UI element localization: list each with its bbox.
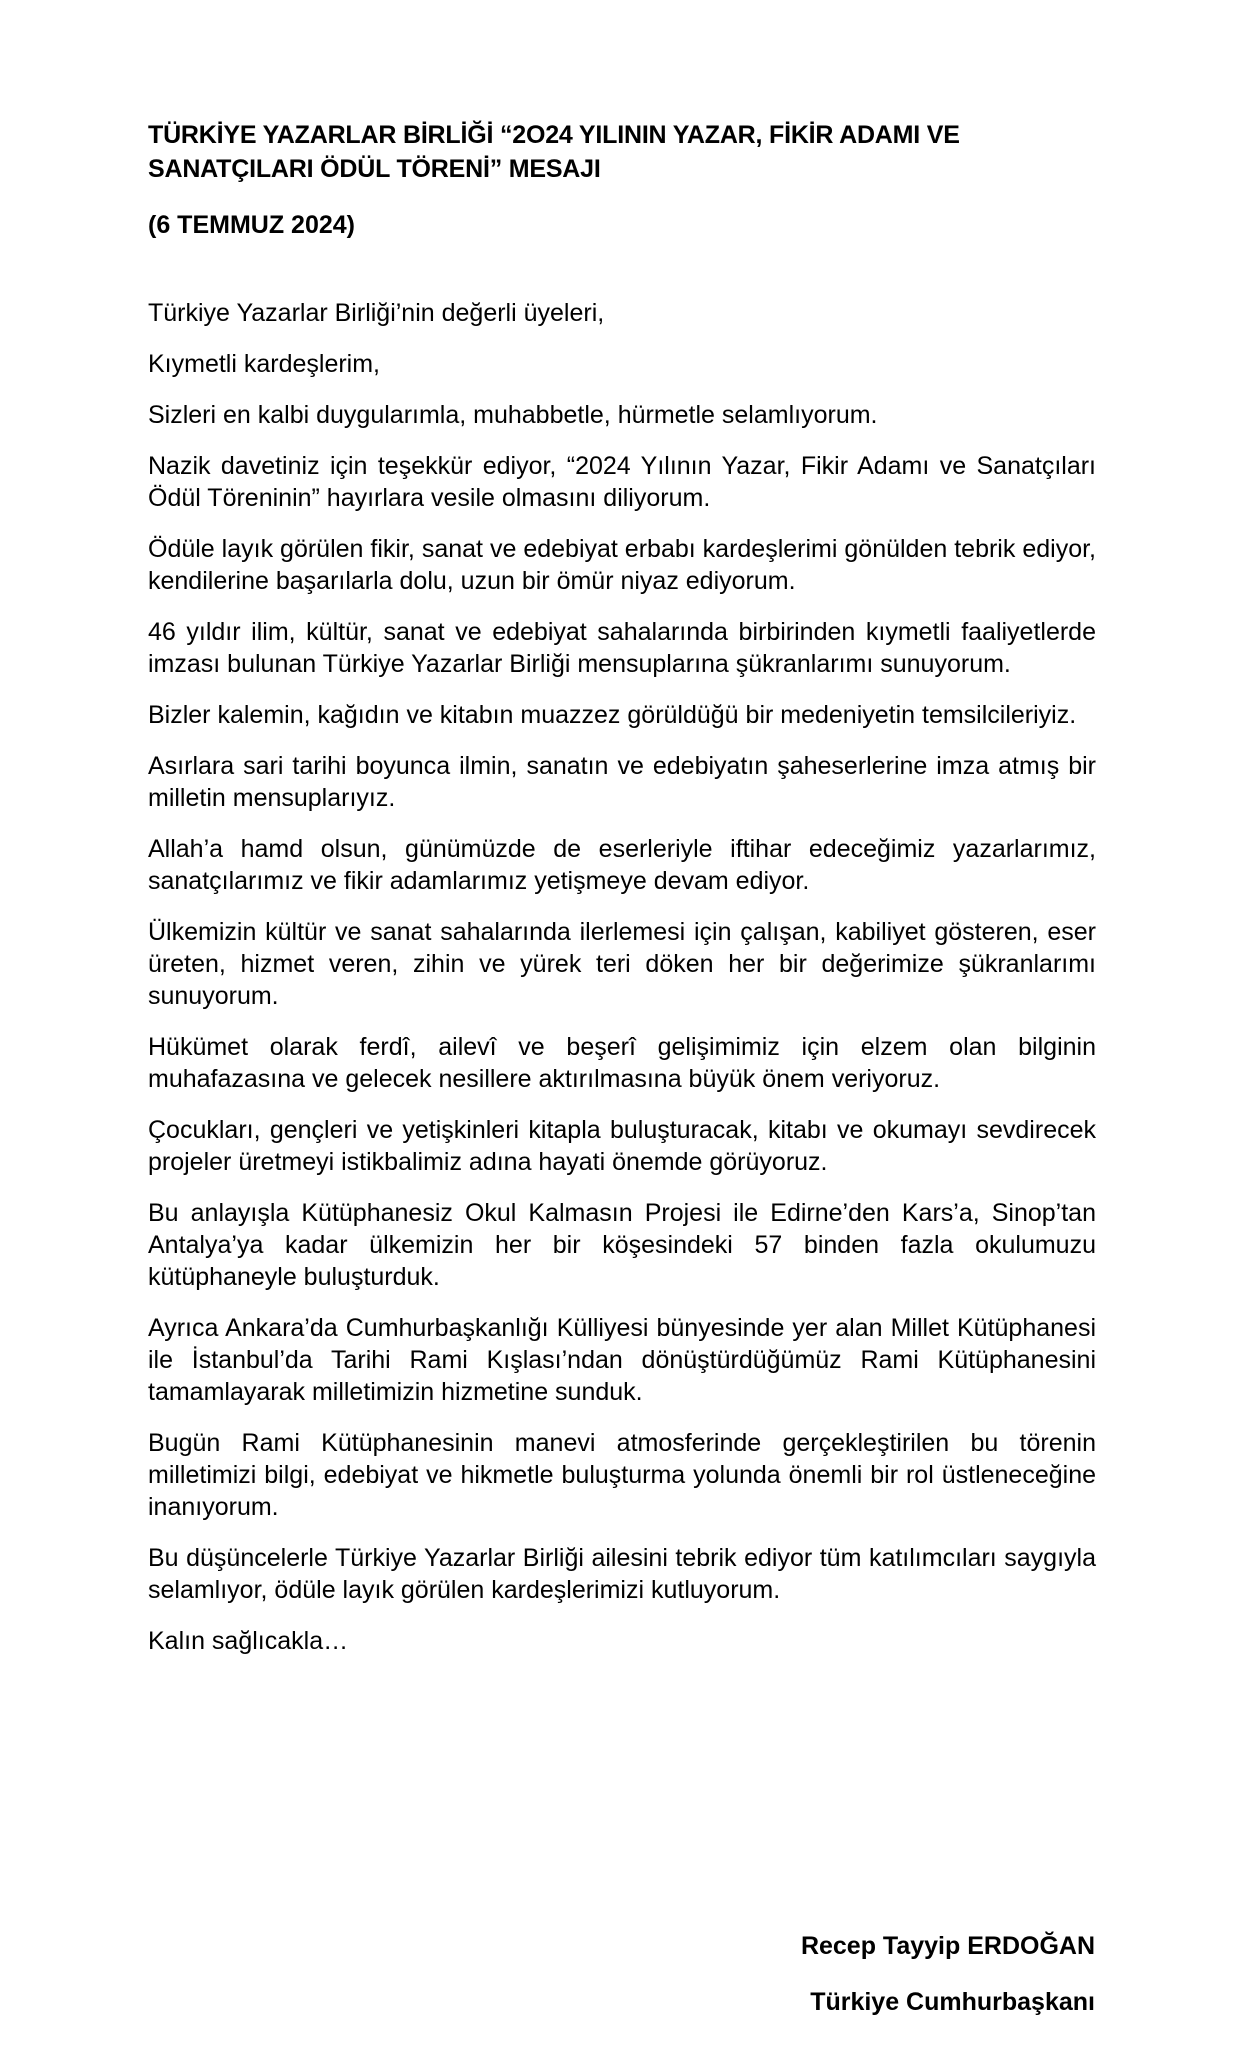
paragraph: Hükümet olarak ferdî, ailevî ve beşerî gelişimimiz için elzem olan bilginin muhafazasına ve gelecek nesillere aktırılmasına büyük önem veriyoruz. bbox=[148, 1033, 1096, 1093]
paragraph: Allah’a hamd olsun, günümüzde de eserleriyle iftihar edeceğimiz yazarlarımız, sanatçılarımız ve fikir adamlarımız yetişmeye devam ediyor. bbox=[148, 835, 1096, 895]
paragraph: Ödüle layık görülen fikir, sanat ve edebiyat erbabı kardeşlerimi gönülden tebrik ediyor, kendilerine başarılarla dolu, uzun bir ömür niyaz ediyorum. bbox=[148, 535, 1096, 595]
document-body bbox=[148, 297, 1096, 1657]
paragraph: Asırlara sari tarihi boyunca ilmin, sanatın ve edebiyatın şaheserlerine imza atmış bir milletin mensuplarıyız. bbox=[148, 752, 1096, 812]
paragraph: Çocukları, gençleri ve yetişkinleri kitapla buluşturacak, kitabı ve okumayı sevdirecek projeler üretmeyi istikbalimiz adına hayati önemde görüyoruz. bbox=[148, 1116, 1096, 1176]
paragraph-closing: Kalın sağlıcakla… bbox=[148, 1627, 349, 1655]
paragraph: 46 yıldır ilim, kültür, sanat ve edebiyat sahalarında birbirinden kıymetli faaliyetlerde imzası bulunan Türkiye Yazarlar Birliği mensuplarına şükranlarımı sunuyorum. bbox=[148, 618, 1096, 678]
document-page bbox=[148, 118, 1096, 1676]
paragraph-greeting: Türkiye Yazarlar Birliği’nin değerli üyeleri, bbox=[148, 299, 605, 327]
paragraph: Bizler kalemin, kağıdın ve kitabın muazzez görüldüğü bir medeniyetin temsilcileriyiz. bbox=[148, 701, 1077, 729]
paragraph: Ülkemizin kültür ve sanat sahalarında ilerlemesi için çalışan, kabiliyet gösteren, eser üreten, hizmet veren, zihin ve yürek teri döken her bir değerimize şükranlarımı sunuyorum. bbox=[148, 918, 1096, 1010]
signature-title: Türkiye Cumhurbaşkanı bbox=[810, 1988, 1095, 2016]
paragraph: Bugün Rami Kütüphanesinin manevi atmosferinde gerçekleştirilen bu törenin milletimizi bilgi, edebiyat ve hikmetle buluşturma yolunda önemli bir rol üstleneceğine inanıyorum. bbox=[148, 1429, 1096, 1521]
paragraph: Nazik davetiniz için teşekkür ediyor, “2024 Yılının Yazar, Fikir Adamı ve Sanatçıları Ödül Töreninin” hayırlara vesile olmasını diliyorum. bbox=[148, 452, 1096, 512]
document-date: (6 TEMMUZ 2024) bbox=[148, 211, 355, 239]
paragraph: Bu anlayışla Kütüphanesiz Okul Kalmasın Projesi ile Edirne’den Kars’a, Sinop’tan Antalya’ya kadar ülkemizin her bir köşesindeki 57 binden fazla okulumuzu kütüphaneyle buluşturduk. bbox=[148, 1199, 1096, 1291]
paragraph: Ayrıca Ankara’da Cumhurbaşkanlığı Külliyesi bünyesinde yer alan Millet Kütüphanesi ile İstanbul’da Tarihi Rami Kışlası’ndan dönüştürdüğümüz Rami Kütüphanesini tamamlayarak milletimizin hizmetine sunduk. bbox=[148, 1314, 1096, 1406]
signature-name: Recep Tayyip ERDOĞAN bbox=[800, 1932, 1095, 1960]
paragraph-salutation: Kıymetli kardeşlerim, bbox=[148, 350, 380, 378]
paragraph: Bu düşüncelerle Türkiye Yazarlar Birliği ailesini tebrik ediyor tüm katılımcıları saygıyla selamlıyor, ödüle layık görülen kardeşlerimizi kutluyorum. bbox=[148, 1544, 1096, 1604]
document-title: TÜRKİYE YAZARLAR BİRLİĞİ “2O24 YILININ YAZAR, FİKİR ADAMI VE SANATÇILARI ÖDÜL TÖRENİ” MESAJI bbox=[148, 121, 960, 183]
paragraph: Sizleri en kalbi duygularımla, muhabbetle, hürmetle selamlıyorum. bbox=[148, 401, 878, 429]
